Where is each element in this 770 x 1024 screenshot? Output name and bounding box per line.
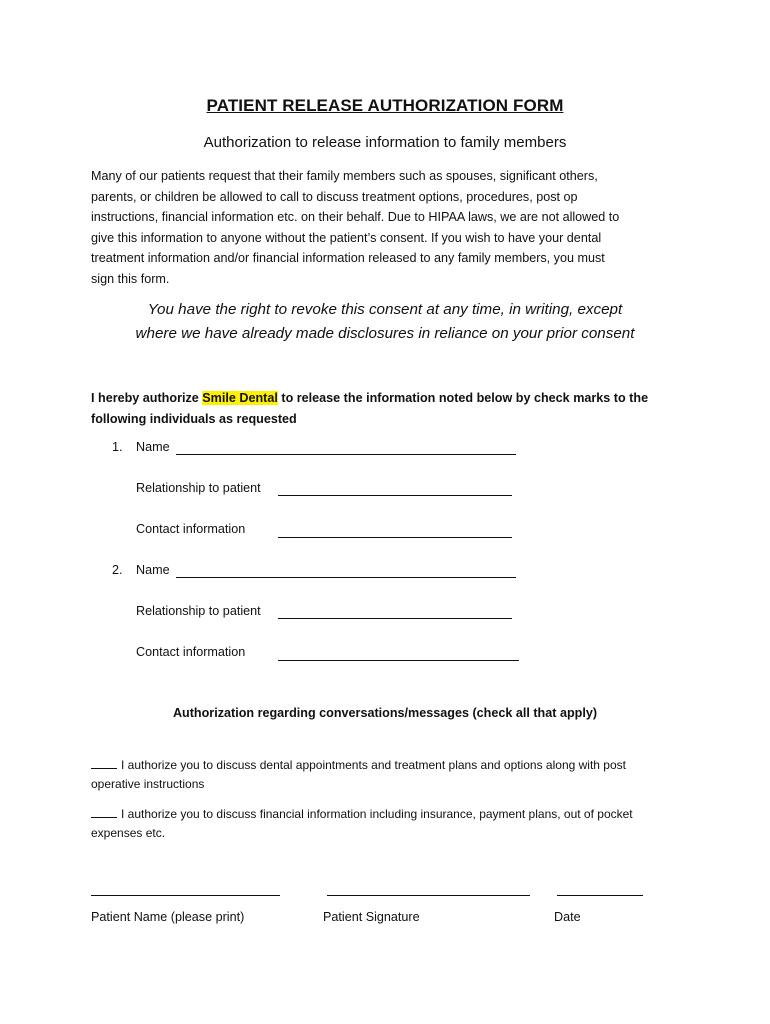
authorization-statement <box>91 388 691 430</box>
individual-number: 2. <box>112 563 123 577</box>
intro-line: give this information to anyone without the patient’s consent. If you wish to have your dental <box>91 230 602 245</box>
contact-field-line[interactable] <box>278 537 512 538</box>
relationship-field-line[interactable] <box>278 495 512 496</box>
date-line[interactable] <box>557 895 643 896</box>
name-field-line[interactable] <box>176 454 516 455</box>
patient-name-label: Patient Name (please print) <box>91 910 245 924</box>
checkmark-blank[interactable] <box>91 807 117 818</box>
conversations-heading: Authorization regarding conversations/messages (check all that apply) <box>172 706 598 720</box>
name-label: Name <box>136 563 170 577</box>
revoke-line: You have the right to revoke this consent at any time, in writing, except <box>147 301 623 318</box>
intro-paragraph <box>91 166 691 289</box>
individual-number: 1. <box>112 440 123 454</box>
conversation-option <box>91 756 691 794</box>
patient-name-line[interactable] <box>91 895 280 896</box>
checkmark-blank[interactable] <box>91 758 117 769</box>
name-field-line[interactable] <box>176 577 516 578</box>
revoke-line: where we have already made disclosures in reliance on your prior consent <box>135 325 635 342</box>
conversation-option-text: I authorize you to discuss financial information including insurance, payment plans, out of pocket <box>121 807 633 821</box>
conversation-option-line-2: operative instructions <box>91 777 205 791</box>
relationship-field-line[interactable] <box>278 618 512 619</box>
practice-name-highlight: Smile Dental <box>202 391 278 405</box>
conversation-option <box>91 805 691 843</box>
conversation-option-line <box>91 805 691 824</box>
conversation-option-line-2: expenses etc. <box>91 826 166 840</box>
relationship-label: Relationship to patient <box>136 481 261 495</box>
intro-line: treatment information and/or financial information released to any family members, you must <box>91 251 605 265</box>
intro-line: Many of our patients request that their family members such as spouses, significant others, <box>91 169 598 183</box>
date-label: Date <box>554 910 581 924</box>
name-label: Name <box>136 440 170 454</box>
patient-signature-label: Patient Signature <box>323 910 420 924</box>
patient-signature-line[interactable] <box>327 895 530 896</box>
conversation-option-text: I authorize you to discuss dental appointments and treatment plans and options along with post <box>121 758 626 772</box>
intro-line: sign this form. <box>91 271 170 286</box>
authorization-suffix: to release the information noted below by check marks to the <box>277 391 649 405</box>
form-subtitle: Authorization to release information to family members <box>203 134 567 151</box>
contact-label: Contact information <box>136 645 246 659</box>
contact-label: Contact information <box>136 522 246 536</box>
conversation-option-line <box>91 756 691 775</box>
form-title: PATIENT RELEASE AUTHORIZATION FORM <box>206 96 564 115</box>
intro-line: parents, or children be allowed to call to discuss treatment options, procedures, post op <box>91 189 578 204</box>
contact-field-line[interactable] <box>278 660 519 661</box>
authorization-prefix: I hereby authorize <box>91 391 203 405</box>
relationship-label: Relationship to patient <box>136 604 261 618</box>
revoke-statement <box>0 298 770 346</box>
intro-line: instructions, financial information etc. on their behalf. Due to HIPAA laws, we are not allowed to <box>91 210 620 224</box>
authorization-line-2: following individuals as requested <box>91 412 297 426</box>
authorization-line <box>91 388 691 409</box>
